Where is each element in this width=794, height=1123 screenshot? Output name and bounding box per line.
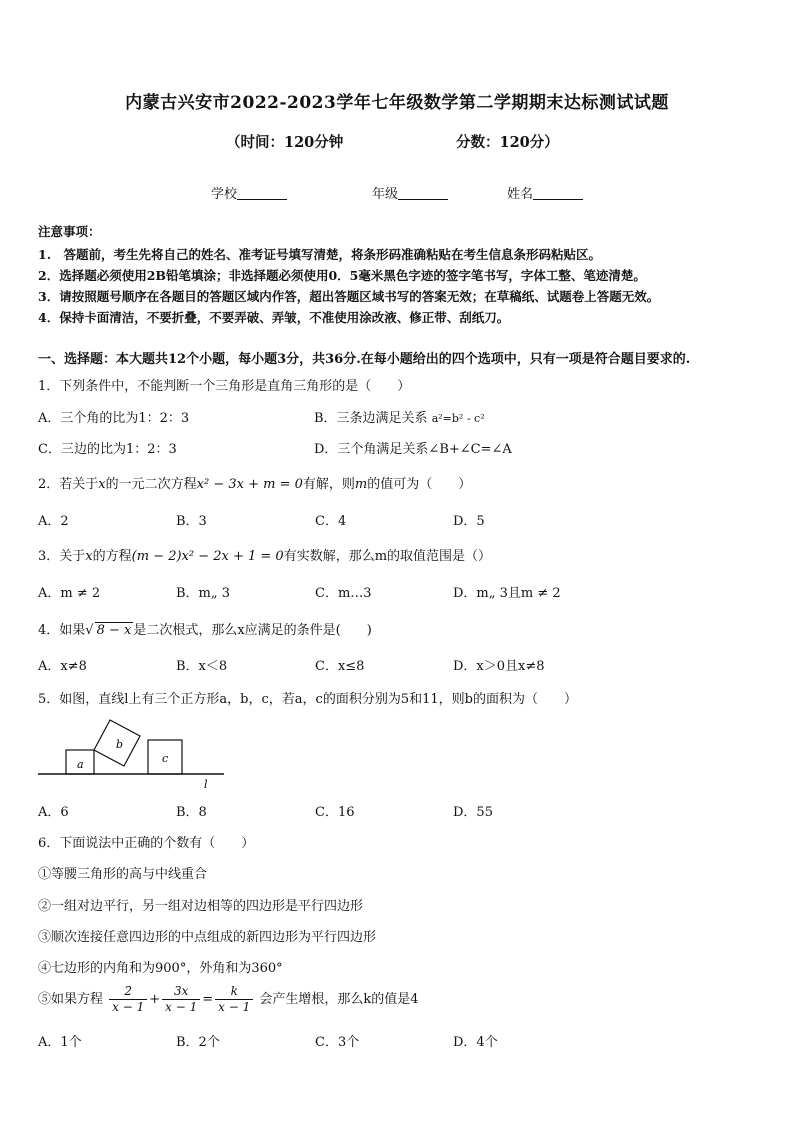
note-item-1: 1. 答题前，考生先将自己的姓名、准考证号填写清楚，将条形码准确粘贴在考生信息条形码粘贴区。 (38, 247, 602, 262)
q3-option-c[interactable]: C．m…3 (315, 586, 372, 601)
grade-field (372, 183, 448, 202)
name-label: 姓名 (507, 187, 534, 202)
q4-stem (38, 619, 372, 638)
q6-stem: 6．下面说法中正确的个数有（ ） (38, 836, 255, 851)
q4-pre: 4．如果 (38, 623, 86, 638)
label-c: c (162, 752, 169, 765)
q2-mid: 的一元二次方程 (105, 477, 197, 492)
name-blank[interactable] (533, 199, 583, 200)
q6-statement-1: ①等腰三角形的高与中线重合 (38, 867, 208, 882)
note-item-4: 4．保持卡面清洁，不要折叠，不要弄破、弄皱，不准使用涂改液、修正带、刮纸刀。 (38, 310, 510, 325)
q2-end: 的值可为（ ） (367, 477, 472, 492)
q2-option-b[interactable]: B．3 (176, 514, 207, 529)
q2-pre: 2．若关于 (38, 477, 99, 492)
q5-option-c[interactable]: C．16 (315, 805, 355, 820)
q1-option-b-expr: a²=b² - c² (431, 412, 485, 425)
q1-stem: 1．下列条件中，不能判断一个三角形是直角三角形的是（ ） (38, 379, 411, 394)
plus-sign: + (149, 992, 161, 1007)
fraction-3 (215, 984, 253, 1015)
q2-option-a[interactable]: A．2 (38, 514, 69, 529)
q4-option-c[interactable]: C．x≤8 (315, 659, 365, 674)
q4-post: 是二次根式，那么x应满足的条件是( ) (133, 623, 372, 638)
fraction-1-denominator: x − 1 (112, 1000, 145, 1014)
q6-s5-post: 会产生增根，那么k的值是4 (259, 992, 419, 1007)
q3-option-a[interactable]: A．m ≠ 2 (38, 586, 101, 601)
q5-option-a[interactable]: A．6 (38, 805, 69, 820)
q4-radicand: 8 − x (96, 623, 132, 638)
q2-var-m: m (354, 477, 368, 492)
q4-option-b[interactable]: B．x＜8 (176, 659, 228, 674)
q2-equation: x² − 3x + m = 0 (196, 477, 303, 492)
note-item-2: 2．选择题必须使用2B铅笔填涂；非选择题必须使用0．5毫米黑色字迹的签字笔书写，字体工整、笔迹清楚。 (38, 268, 646, 283)
school-field (211, 183, 287, 202)
section-heading: 一、选择题：本大题共12个小题，每小题3分，共36分.在每小题给出的四个选项中，只有一项是符合题目要求的. (38, 352, 691, 367)
q6-option-a[interactable]: A．1个 (38, 1035, 82, 1050)
notes-heading: 注意事项： (38, 224, 101, 239)
school-blank[interactable] (237, 199, 287, 200)
q6-statement-3: ③顺次连接任意四边形的中点组成的新四边形为平行四边形 (38, 930, 377, 945)
q4-option-d[interactable]: D．x＞0且x≠8 (453, 659, 545, 674)
q2-option-d[interactable]: D．5 (453, 514, 485, 529)
grade-label: 年级 (372, 187, 399, 202)
equals-sign: = (202, 992, 214, 1007)
fraction-2-denominator: x − 1 (165, 1000, 198, 1014)
q3-option-b[interactable]: B．m„ 3 (176, 586, 231, 601)
exam-score: 分数：120分） (456, 134, 559, 151)
fraction-2-numerator: 3x (162, 984, 200, 1000)
q5-option-b[interactable]: B．8 (176, 805, 207, 820)
q2-stem (38, 473, 471, 492)
q6-s5-pre: ⑤如果方程 (38, 992, 104, 1007)
fraction-2 (162, 984, 200, 1015)
q6-statement-5 (38, 984, 419, 1015)
q1-option-a[interactable]: A．三个角的比为1：2：3 (38, 411, 190, 426)
q1-option-b[interactable] (314, 407, 485, 426)
page-title: 内蒙古兴安市2022-2023学年七年级数学第二学期期末达标测试试题 (125, 93, 669, 113)
q5-option-d[interactable]: D．55 (453, 805, 493, 820)
school-label: 学校 (211, 187, 238, 202)
q2-var-x: x (98, 477, 106, 492)
sqrt-icon: √ (85, 623, 94, 638)
fraction-3-denominator: x − 1 (218, 1000, 251, 1014)
fraction-1 (109, 984, 147, 1015)
q3-equation: (m − 2)x² − 2x + 1 = 0 (131, 549, 284, 564)
q3-pre: 3．关于 (38, 549, 86, 564)
q1-option-b-text: B．三条边满足关系 (314, 411, 428, 426)
q5-figure (38, 710, 228, 792)
q3-option-d[interactable]: D．m„ 3且m ≠ 2 (453, 586, 561, 601)
label-l: l (204, 778, 208, 791)
q1-option-d[interactable]: D．三个角满足关系∠B+∠C=∠A (314, 442, 512, 457)
note-item-3: 3．请按照题号顺序在各题目的答题区域内作答，超出答题区域书写的答案无效；在草稿纸、试题卷上答题无效。 (38, 289, 660, 304)
name-field (507, 183, 583, 202)
q6-option-d[interactable]: D．4个 (453, 1035, 498, 1050)
q6-statement-2: ②一组对边平行，另一组对边相等的四边形是平行四边形 (38, 899, 364, 914)
q3-var-x: x (85, 549, 93, 564)
label-a: a (77, 758, 84, 771)
q6-option-b[interactable]: B．2个 (176, 1035, 220, 1050)
q2-option-c[interactable]: C．4 (315, 514, 347, 529)
q3-stem (38, 545, 491, 564)
label-b: b (116, 738, 124, 751)
q3-mid: 的方程 (92, 549, 132, 564)
fraction-3-numerator: k (215, 984, 253, 1000)
grade-blank[interactable] (398, 199, 448, 200)
fraction-1-numerator: 2 (109, 984, 147, 1000)
exam-time: （时间：120分钟 (226, 134, 344, 151)
q3-post: 有实数解，那么m的取值范围是（） (283, 549, 492, 564)
q6-option-c[interactable]: C．3个 (315, 1035, 360, 1050)
q6-statement-4: ④七边形的内角和为900°，外角和为360° (38, 961, 283, 976)
q2-post: 有解，则 (302, 477, 355, 492)
q4-option-a[interactable]: A．x≠8 (38, 659, 87, 674)
q1-option-c[interactable]: C．三边的比为1：2：3 (38, 442, 177, 457)
q5-stem: 5．如图，直线l上有三个正方形a，b，c，若a，c的面积分别为5和11，则b的面积为（ ） (38, 692, 577, 707)
